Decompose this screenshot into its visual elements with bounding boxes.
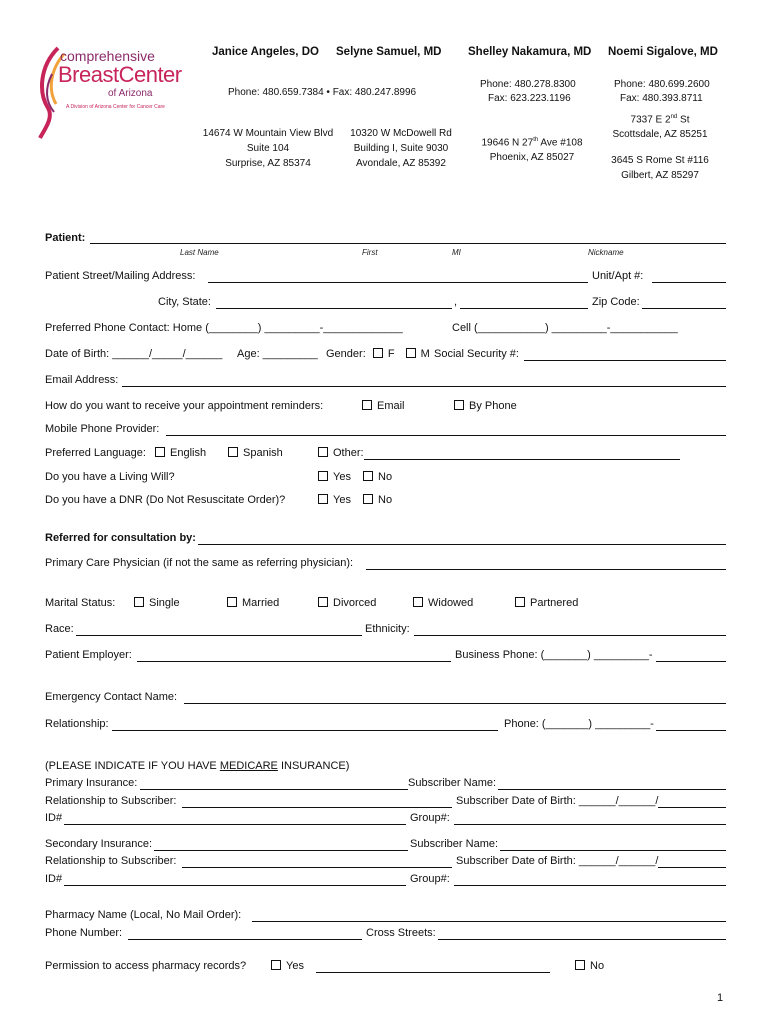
pharm-phone-label: Phone Number: [45, 927, 123, 939]
emergency-phone-tail[interactable] [656, 730, 726, 731]
secondary-ins-label: Secondary Insurance: [45, 838, 153, 850]
permission-yes[interactable]: Yes [271, 960, 304, 972]
cell-phone-field[interactable]: Cell (___________) _________-___________ [452, 322, 678, 334]
lang-english-option[interactable] [155, 447, 206, 459]
referred-label: Referred for consultation by: [45, 532, 196, 544]
city-field[interactable] [216, 308, 452, 309]
secondary-subscriber-field[interactable] [500, 850, 726, 851]
primary-ins-field[interactable] [140, 789, 408, 790]
checkbox-icon[interactable] [271, 960, 281, 970]
permission-no[interactable]: No [575, 960, 604, 972]
doctor-name: Janice Angeles, DO [212, 46, 319, 58]
reminder-email-label: Email [377, 400, 405, 412]
gender-label: Gender: [326, 348, 366, 360]
checkbox-icon[interactable] [515, 597, 525, 607]
gender-group [326, 348, 430, 360]
race-label: Race: [45, 623, 74, 635]
city-label: City, State: [158, 296, 211, 308]
nakamura-address [472, 133, 592, 165]
checkbox-icon[interactable] [318, 447, 328, 457]
checkbox-icon[interactable] [134, 597, 144, 607]
angeles-address [198, 126, 338, 171]
address-line: Surprise, AZ 85374 [225, 158, 311, 169]
mi-caption: MI [452, 248, 461, 257]
nakamura-phone: Phone: 480.278.8300 [480, 79, 576, 90]
relationship-field[interactable] [112, 730, 498, 731]
secondary-sub-dob-tail[interactable] [658, 867, 726, 868]
checkbox-icon[interactable] [228, 447, 238, 457]
unit-field[interactable] [652, 282, 726, 283]
checkbox-icon[interactable] [363, 494, 373, 504]
gender-f-checkbox[interactable] [373, 348, 383, 358]
address-line: 3645 S Rome St #116 [611, 155, 709, 167]
first-name-caption: First [362, 248, 378, 257]
doctor-name: Selyne Samuel, MD [336, 46, 442, 58]
checkbox-icon[interactable] [318, 471, 328, 481]
lang-other-label: Other: [333, 447, 364, 459]
sigalove-address [604, 110, 716, 183]
gender-m-label: M [420, 348, 430, 360]
pharm-phone-field[interactable] [128, 939, 362, 940]
dnr-no[interactable]: No [363, 494, 392, 506]
business-phone-tail[interactable] [656, 661, 726, 662]
checkbox-icon[interactable] [413, 597, 423, 607]
pcp-field[interactable] [366, 569, 726, 570]
address-line: Phoenix, AZ 85027 [489, 152, 575, 164]
sigalove-phone: Phone: 480.699.2600 [614, 79, 710, 90]
dob-field[interactable]: Date of Birth: ______/_____/______ [45, 348, 223, 360]
secondary-rel-field[interactable] [182, 867, 452, 868]
living-will-yes[interactable]: Yes [318, 471, 351, 483]
email-label: Email Address: [45, 374, 119, 386]
marital-single[interactable]: Single [134, 597, 180, 609]
zip-label: Zip Code: [592, 296, 640, 308]
logo-line1: comprehensive [60, 48, 155, 64]
emergency-phone-field[interactable]: Phone: (_______) _________- [504, 718, 654, 730]
primary-group-label: Group#: [410, 812, 450, 824]
living-will-label: Do you have a Living Will? [45, 471, 175, 483]
secondary-ins-field[interactable] [154, 850, 408, 851]
marital-label: Marital Status: [45, 597, 116, 609]
reminders-label: How do you want to receive your appointment reminders: [45, 400, 324, 412]
doctor-name: Noemi Sigalove, MD [608, 46, 718, 58]
address-line: Scottsdale, AZ 85251 [612, 129, 708, 141]
secondary-id-field[interactable] [64, 885, 406, 886]
logo [34, 44, 194, 140]
logo-line3: of Arizona [108, 88, 153, 99]
lang-other-field[interactable] [364, 459, 680, 460]
marital-partnered[interactable]: Partnered [515, 597, 578, 609]
checkbox-icon[interactable] [318, 494, 328, 504]
sigalove-fax: Fax: 480.393.8711 [620, 93, 703, 104]
reminder-email-option[interactable] [362, 400, 405, 412]
mobile-provider-field[interactable] [166, 435, 726, 436]
dnr-label: Do you have a DNR (Do Not Resuscitate Order)? [45, 494, 286, 506]
primary-id-label: ID# [45, 812, 63, 824]
nickname-caption: Nickname [588, 248, 624, 257]
relationship-label: Relationship: [45, 718, 109, 730]
ethnicity-field[interactable] [414, 635, 726, 636]
lang-spanish-option[interactable] [228, 447, 283, 459]
logo-tagline: A Division of Arizona Center for Cancer Care [66, 104, 165, 110]
primary-sub-dob-field[interactable]: Subscriber Date of Birth: ______/______/ [456, 795, 659, 807]
primary-sub-dob-tail[interactable] [658, 807, 726, 808]
shared-phone-fax: Phone: 480.659.7384 • Fax: 480.247.8996 [228, 87, 417, 98]
primary-rel-label: Relationship to Subscriber: [45, 795, 177, 807]
primary-ins-label: Primary Insurance: [45, 777, 138, 789]
zip-field[interactable] [642, 308, 726, 309]
pharmacy-field[interactable] [252, 921, 726, 922]
emergency-label: Emergency Contact Name: [45, 691, 178, 703]
permission-yes-field[interactable] [316, 972, 550, 973]
permission-label: Permission to access pharmacy records? [45, 960, 247, 972]
referred-field[interactable] [198, 544, 726, 545]
address-line: 14674 W Mountain View Blvd [202, 128, 334, 139]
address-line: Suite 104 [246, 143, 290, 154]
city-comma: , [454, 296, 458, 308]
address-line: Building I, Suite 9030 [353, 143, 449, 154]
samuel-address [342, 126, 460, 171]
address-line: Gilbert, AZ 85297 [621, 170, 699, 182]
secondary-id-label: ID# [45, 873, 63, 885]
address-line: 19646 N 27th Ave #108 [481, 137, 583, 149]
primary-group-field[interactable] [454, 824, 726, 825]
last-name-caption: Last Name [180, 248, 219, 257]
race-field[interactable] [76, 635, 362, 636]
cross-streets-label: Cross Streets: [366, 927, 436, 939]
street-label: Patient Street/Mailing Address: [45, 270, 196, 282]
logo-line2: BreastCenter [58, 62, 182, 87]
age-field[interactable]: Age: _________ [237, 348, 318, 360]
dnr-yes[interactable]: Yes [318, 494, 351, 506]
employer-field[interactable] [137, 661, 451, 662]
checkbox-icon[interactable] [155, 447, 165, 457]
secondary-group-label: Group#: [410, 873, 450, 885]
secondary-sub-dob-field[interactable]: Subscriber Date of Birth: ______/______/ [456, 855, 659, 867]
business-phone-field[interactable]: Business Phone: (_______) _________- [455, 649, 653, 661]
state-field[interactable] [460, 308, 588, 309]
secondary-rel-label: Relationship to Subscriber: [45, 855, 177, 867]
patient-name-field[interactable] [90, 243, 726, 244]
home-phone-field[interactable]: Preferred Phone Contact: Home (________) _________-_____________ [45, 322, 403, 334]
ssn-label: Social Security #: [434, 348, 519, 360]
address-line: 7337 E 2nd St [630, 114, 690, 126]
page-number: 1 [717, 992, 724, 1004]
emergency-field[interactable] [184, 703, 726, 704]
address-line: 10320 W McDowell Rd [350, 128, 452, 139]
reminder-phone-label: By Phone [469, 400, 517, 412]
lang-english-label: English [170, 447, 207, 459]
pcp-label: Primary Care Physician (if not the same as referring physician): [45, 557, 354, 569]
reminder-phone-option[interactable] [454, 400, 517, 412]
primary-rel-field[interactable] [182, 807, 452, 808]
street-field[interactable] [208, 282, 588, 283]
marital-married[interactable]: Married [227, 597, 279, 609]
primary-subscriber-label: Subscriber Name: [408, 777, 497, 789]
doctor-name: Shelley Nakamura, MD [468, 46, 592, 58]
checkbox-icon[interactable] [363, 471, 373, 481]
ssn-field[interactable] [524, 360, 726, 361]
gender-m-checkbox[interactable] [406, 348, 416, 358]
checkbox-icon[interactable] [454, 400, 464, 410]
patient-label: Patient: [45, 232, 86, 244]
gender-f-label: F [387, 348, 395, 360]
cross-streets-field[interactable] [438, 939, 726, 940]
employer-label: Patient Employer: [45, 649, 132, 661]
pharmacy-label: Pharmacy Name (Local, No Mail Order): [45, 909, 242, 921]
secondary-group-field[interactable] [454, 885, 726, 886]
checkbox-icon[interactable] [227, 597, 237, 607]
medicare-notice: (PLEASE INDICATE IF YOU HAVE MEDICARE INSURANCE) [45, 760, 350, 772]
lang-other-option[interactable] [318, 447, 364, 459]
living-will-no[interactable]: No [363, 471, 392, 483]
address-line: Avondale, AZ 85392 [356, 158, 446, 169]
primary-subscriber-field[interactable] [498, 789, 726, 790]
language-label: Preferred Language: [45, 447, 146, 459]
primary-id-field[interactable] [64, 824, 406, 825]
nakamura-fax: Fax: 623.223.1196 [488, 93, 571, 104]
marital-divorced[interactable]: Divorced [318, 597, 376, 609]
email-field[interactable] [122, 386, 726, 387]
unit-label: Unit/Apt #: [592, 270, 644, 282]
marital-widowed[interactable]: Widowed [413, 597, 473, 609]
checkbox-icon[interactable] [318, 597, 328, 607]
checkbox-icon[interactable] [362, 400, 372, 410]
mobile-provider-label: Mobile Phone Provider: [45, 423, 160, 435]
secondary-subscriber-label: Subscriber Name: [410, 838, 499, 850]
ethnicity-label: Ethnicity: [365, 623, 410, 635]
checkbox-icon[interactable] [575, 960, 585, 970]
lang-spanish-label: Spanish [243, 447, 283, 459]
